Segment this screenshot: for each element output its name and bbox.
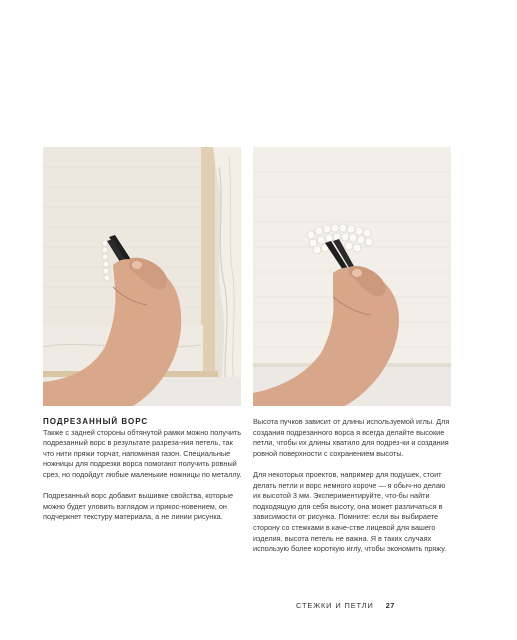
running-section-title: СТЕЖКИ И ПЕТЛИ	[296, 601, 374, 610]
photo-cutting-loops	[43, 147, 241, 406]
photo-cutting-loops-image	[43, 147, 241, 406]
right-paragraph-1: Высота пучков зависит от длины используемой иглы. Для создания подрезанного ворса я всегда делайте высокие петли, чтобы их длины хватило для подрез-ки и создания ровной поверхности с сохранением высоты.	[253, 417, 450, 458]
right-paragraph-2: Для некоторых проектов, например для подушек, стоит делать петли и ворс немного короче — я обыч-но делаю их высотой 3 мм. Экспериментируйте, что-бы найти подходящую для себя высоту, она может различаться в зависимости от рисунка. Помните: если вы выбираете сторону со стежками в каче-стве лицевой для вашего изделия, высота петель не важна. Я в таких случаях использую более короткую иглу, чтобы экономить пряжу.	[253, 469, 447, 554]
section-heading: ПОДРЕЗАННЫЙ ВОРС	[43, 417, 149, 426]
page-number: 27	[385, 601, 395, 610]
left-text-column	[43, 417, 243, 534]
photo-cut-pile-closeup-image	[253, 147, 451, 406]
left-paragraph-1: Также с задней стороны обтянутой рамки можно получить подрезанный ворс в результате разреза-ния петель, так что нити пряжи торчат, напоминая газон. Специальные ножницы для подрезки ворса помогают получить ровный срез, но подойдут любые маленькие ножницы по металлу.	[43, 427, 242, 479]
right-text-column	[253, 417, 453, 565]
page-footer	[296, 601, 395, 610]
left-paragraph-2: Подрезанный ворс добавит вышивке свойства, которые можно будет уловить взглядом и прикос-новением, он подчеркнет текстуру материала, а не линии рисунка.	[43, 491, 234, 522]
photo-cut-pile-closeup	[253, 147, 451, 406]
